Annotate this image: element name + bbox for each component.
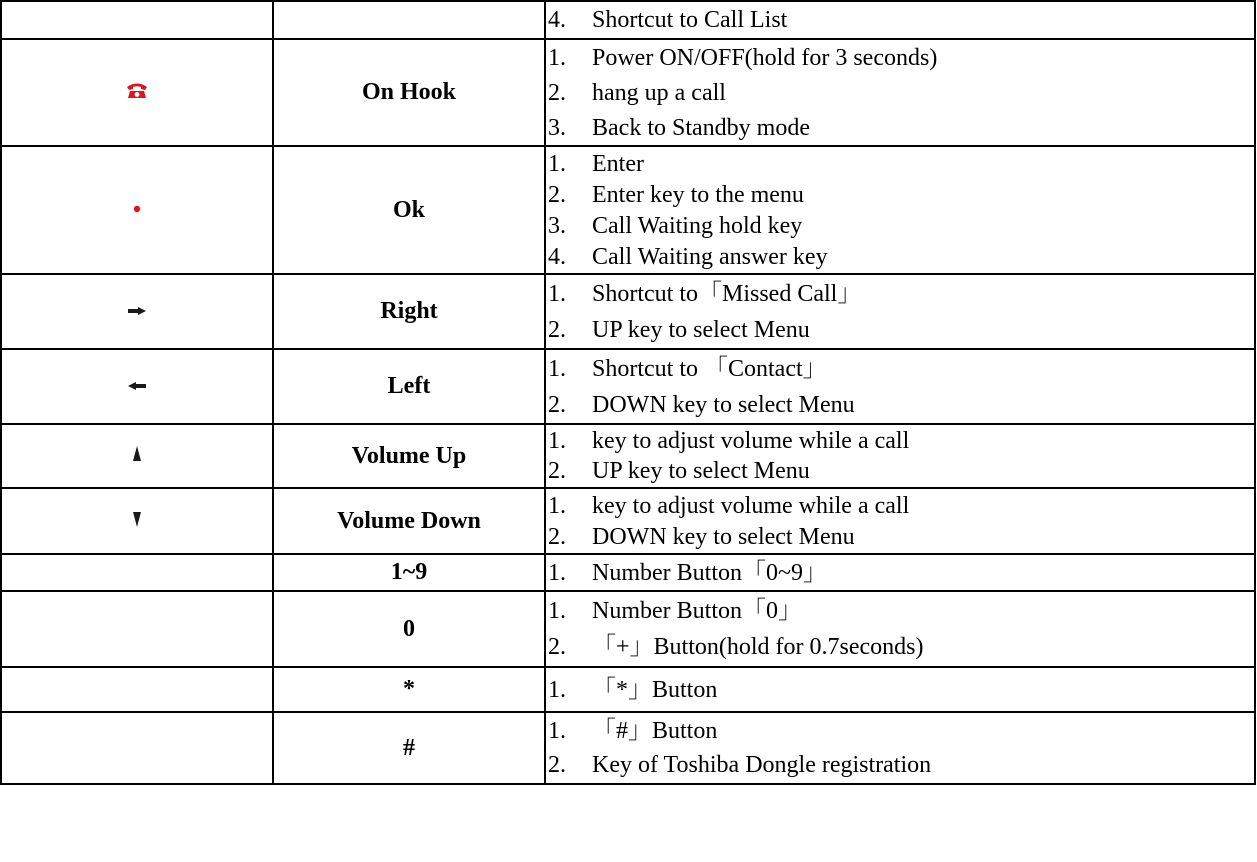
list-item [546, 669, 1254, 710]
item-number: 1. [548, 280, 566, 307]
key-name-cell [273, 591, 545, 667]
item-number: 3. [548, 114, 566, 141]
item-text: UP key to select Menu [592, 458, 810, 484]
list-item [546, 110, 1254, 145]
item-text: 「#」Button [592, 718, 718, 744]
key-name-cell [273, 274, 545, 349]
item-text: Enter key to the menu [592, 181, 804, 208]
table-row [1, 349, 1255, 424]
key-name-cell [273, 667, 545, 712]
item-number: 1. [548, 44, 566, 71]
icon-cell [1, 349, 273, 424]
table-row [1, 591, 1255, 667]
key-name: Left [387, 373, 431, 399]
item-number: 2. [548, 752, 566, 778]
item-text: key to adjust volume while a call [592, 492, 910, 519]
item-text: Power ON/OFF(hold for 3 seconds) [592, 44, 938, 71]
item-number: 2. [548, 181, 566, 208]
item-number: 1. [548, 428, 566, 454]
list-item [546, 426, 1254, 456]
list-item [546, 593, 1254, 629]
list-item [546, 75, 1254, 110]
list-item [546, 276, 1254, 312]
icon-cell [1, 591, 273, 667]
item-number: 2. [548, 523, 566, 550]
item-text: hang up a call [592, 79, 726, 106]
item-text: key to adjust volume while a call [592, 428, 910, 454]
table-row [1, 424, 1255, 488]
list-item [546, 629, 1254, 665]
item-text: DOWN key to select Menu [592, 391, 855, 418]
item-text: DOWN key to select Menu [592, 523, 855, 550]
item-number: 1. [548, 492, 566, 519]
list-item [546, 210, 1254, 241]
key-name: Volume Down [337, 507, 481, 534]
table-row [1, 667, 1255, 712]
list-item [546, 312, 1254, 348]
item-text: Call Waiting hold key [592, 212, 803, 239]
description-cell [545, 424, 1255, 488]
list-item [546, 40, 1254, 75]
icon-cell [1, 554, 273, 591]
table-row [1, 1, 1255, 39]
item-text: 「*」Button [592, 676, 718, 703]
list-item [546, 490, 1254, 521]
list-item [546, 387, 1254, 423]
description-cell [545, 146, 1255, 274]
up-arrow-icon [132, 445, 142, 468]
right-arrow-icon [127, 303, 147, 321]
icon-cell [1, 712, 273, 784]
item-number: 3. [548, 212, 566, 239]
key-name: On Hook [361, 79, 457, 105]
list-item [546, 556, 1254, 589]
item-number: 4. [548, 243, 566, 270]
description-cell [545, 591, 1255, 667]
key-name: Right [380, 298, 438, 324]
item-number: 2. [548, 634, 566, 660]
list-item [546, 4, 1254, 36]
list-item [546, 521, 1254, 552]
key-name: 0 [403, 615, 415, 642]
description-cell [545, 39, 1255, 146]
icon-cell [1, 1, 273, 39]
description-cell [545, 488, 1255, 554]
key-name-cell [273, 146, 545, 274]
key-name: Ok [392, 196, 425, 223]
item-text: Shortcut to Call List [592, 7, 788, 33]
red-dot-icon [132, 201, 142, 219]
item-text: UP key to select Menu [592, 316, 810, 343]
key-name-cell [273, 39, 545, 146]
item-number: 2. [548, 79, 566, 106]
table-row [1, 554, 1255, 591]
item-number: 1. [548, 355, 566, 382]
icon-cell [1, 424, 273, 488]
icon-cell [1, 488, 273, 554]
left-arrow-icon [127, 378, 147, 396]
list-item [546, 351, 1254, 387]
red-phone-handset-icon [126, 81, 148, 104]
item-text: Shortcut to「Missed Call」 [592, 280, 862, 307]
table-row [1, 712, 1255, 784]
key-name-cell [273, 488, 545, 554]
table-row [1, 146, 1255, 274]
description-cell [545, 274, 1255, 349]
item-text: Number Button「0~9」 [592, 559, 827, 586]
list-item [546, 148, 1254, 179]
item-number: 1. [548, 150, 566, 177]
key-name: 1~9 [390, 559, 428, 585]
table-row [1, 39, 1255, 146]
item-number: 1. [548, 559, 566, 586]
item-text: Number Button「0」 [592, 598, 802, 624]
icon-cell [1, 667, 273, 712]
item-number: 2. [548, 316, 566, 343]
list-item [546, 241, 1254, 272]
table-row [1, 488, 1255, 554]
icon-cell [1, 39, 273, 146]
item-text: Back to Standby mode [592, 114, 810, 141]
key-name-cell [273, 424, 545, 488]
key-name: # [403, 734, 415, 761]
icon-cell [1, 146, 273, 274]
item-text: Enter [592, 150, 644, 177]
description-cell [545, 1, 1255, 39]
table-row [1, 274, 1255, 349]
key-name-cell [273, 349, 545, 424]
item-text: 「+」Button(hold for 0.7seconds) [592, 634, 924, 660]
description-cell [545, 554, 1255, 591]
list-item [546, 748, 1254, 782]
key-name-cell [273, 712, 545, 784]
key-name-cell [273, 554, 545, 591]
down-arrow-icon [132, 510, 142, 533]
description-cell [545, 349, 1255, 424]
item-number: 2. [548, 458, 566, 484]
item-number: 1. [548, 598, 566, 624]
item-number: 2. [548, 391, 566, 418]
item-text: Shortcut to 「Contact」 [592, 355, 827, 382]
description-cell [545, 667, 1255, 712]
key-name: * [403, 676, 415, 702]
item-number: 1. [548, 718, 566, 744]
list-item [546, 456, 1254, 486]
list-item [546, 179, 1254, 210]
item-text: Key of Toshiba Dongle registration [592, 752, 932, 778]
key-name-cell [273, 1, 545, 39]
item-text: Call Waiting answer key [592, 243, 828, 270]
item-number: 1. [548, 676, 566, 703]
icon-cell [1, 274, 273, 349]
key-name: Volume Up [351, 442, 467, 469]
item-number: 4. [548, 7, 566, 33]
description-cell [545, 712, 1255, 784]
list-item [546, 714, 1254, 748]
